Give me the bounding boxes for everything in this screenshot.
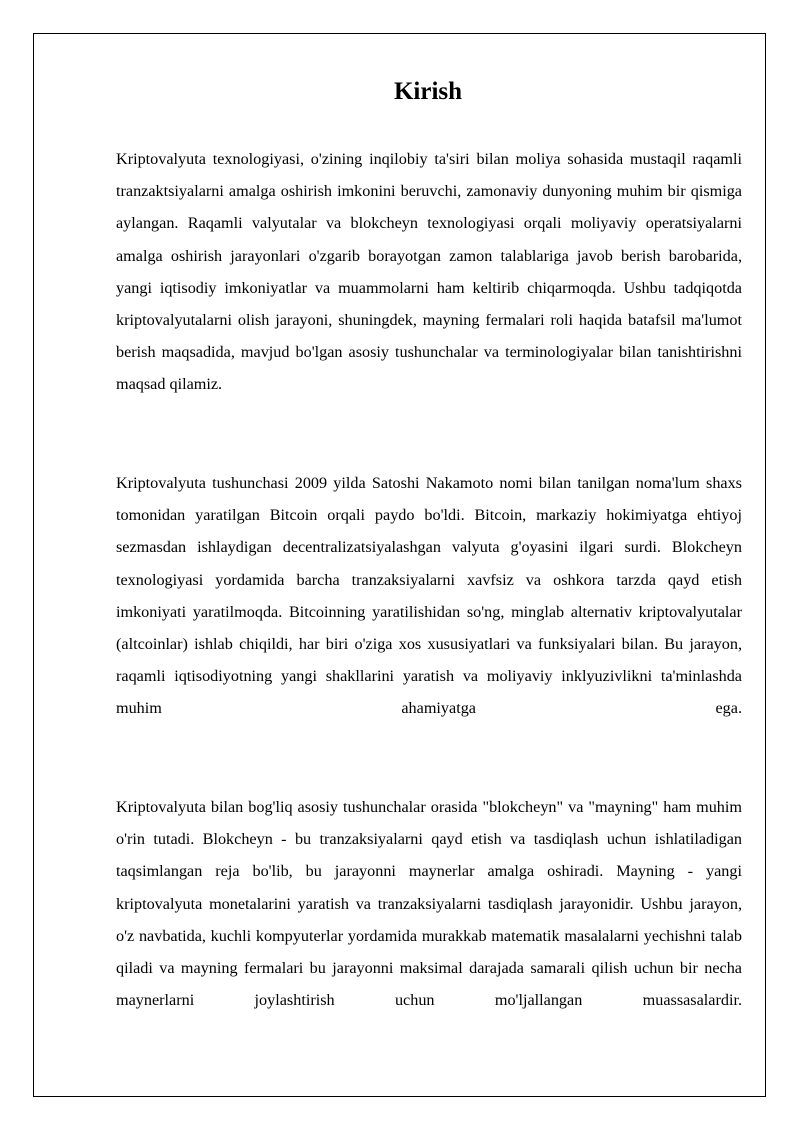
page-title: Kirish (393, 78, 463, 105)
paragraph-1: Kriptovalyuta texnologiyasi, o'zining inqilobiy ta'siri bilan moliya sohasida mustaqil raqamli tranzaktsiyalarni amalga oshirish imkonini beruvchi, zamonaviy dunyoning muhim bir qismiga aylangan. Raqamli valyutalar va blokcheyn texnologiyasi orqali moliyaviy operatsiyalarni amalga oshirish jarayonlari o'zgarib borayotgan zamon talablariga javob berish barobarida, yangi iqtisodiy imkoniyatlar va muammolarni ham keltirib chiqarmoqda. Ushbu tadqiqotda kriptovalyutalarni olish jarayoni, shuningdek, mayning fermalari roli haqida batafsil ma'lumot berish maqsadida, mavjud bo'lgan asosiy tushunchalar va terminologiyalar bilan tanishtirishni maqsad qilamiz. (116, 150, 742, 394)
paragraph-2: Kriptovalyuta tushunchasi 2009 yilda Satoshi Nakamoto nomi bilan tanilgan noma'lum shaxs tomonidan yaratilgan Bitcoin orqali paydo bo'ldi. Bitcoin, markaziy hokimiyatga ehtiyoj sezmasdan ishlaydigan decentralizatsiyalashgan valyuta g'oyasini ilgari surdi. Blokcheyn texnologiyasi yordamida barcha tranzaksiyalarni xavfsiz va oshkora tarzda qayd etish imkoniyati yaratilmoqda. Bitcoinning yaratilishidan so'ng, minglab alternativ kriptovalyutalar (altcoinlar) ishlab chiqildi, har biri o'ziga xos xususiyatlari va funksiyalari bilan. Bu jarayon, raqamli iqtisodiyotning yangi shakllarini yaratish va moliyaviy inklyuzivlikni ta'minlashda muhim ahamiyatga ega. (116, 474, 742, 718)
paragraph-3: Kriptovalyuta bilan bog'liq asosiy tushunchalar orasida "blokcheyn" va "mayning" ham muhim o'rin tutadi. Blokcheyn - bu tranzaksiyalarni qayd etish va tasdiqlash uchun ishlatiladigan taqsimlangan reja bo'lib, bu jarayonni maynerlar amalga oshiradi. Mayning - yangi kriptovalyuta monetalarini yaratish va tranzaksiyalarni tasdiqlash jarayonidir. Ushbu jarayon, o'z navbatida, kuchli kompyuterlar yordamida murakkab matematik masalalarni yechishni talab qiladi va mayning fermalari bu jarayonni maksimal darajada samarali qilish uchun bir necha maynerlarni joylashtirish uchun mo'ljallangan muassasalardir. (116, 798, 742, 1010)
